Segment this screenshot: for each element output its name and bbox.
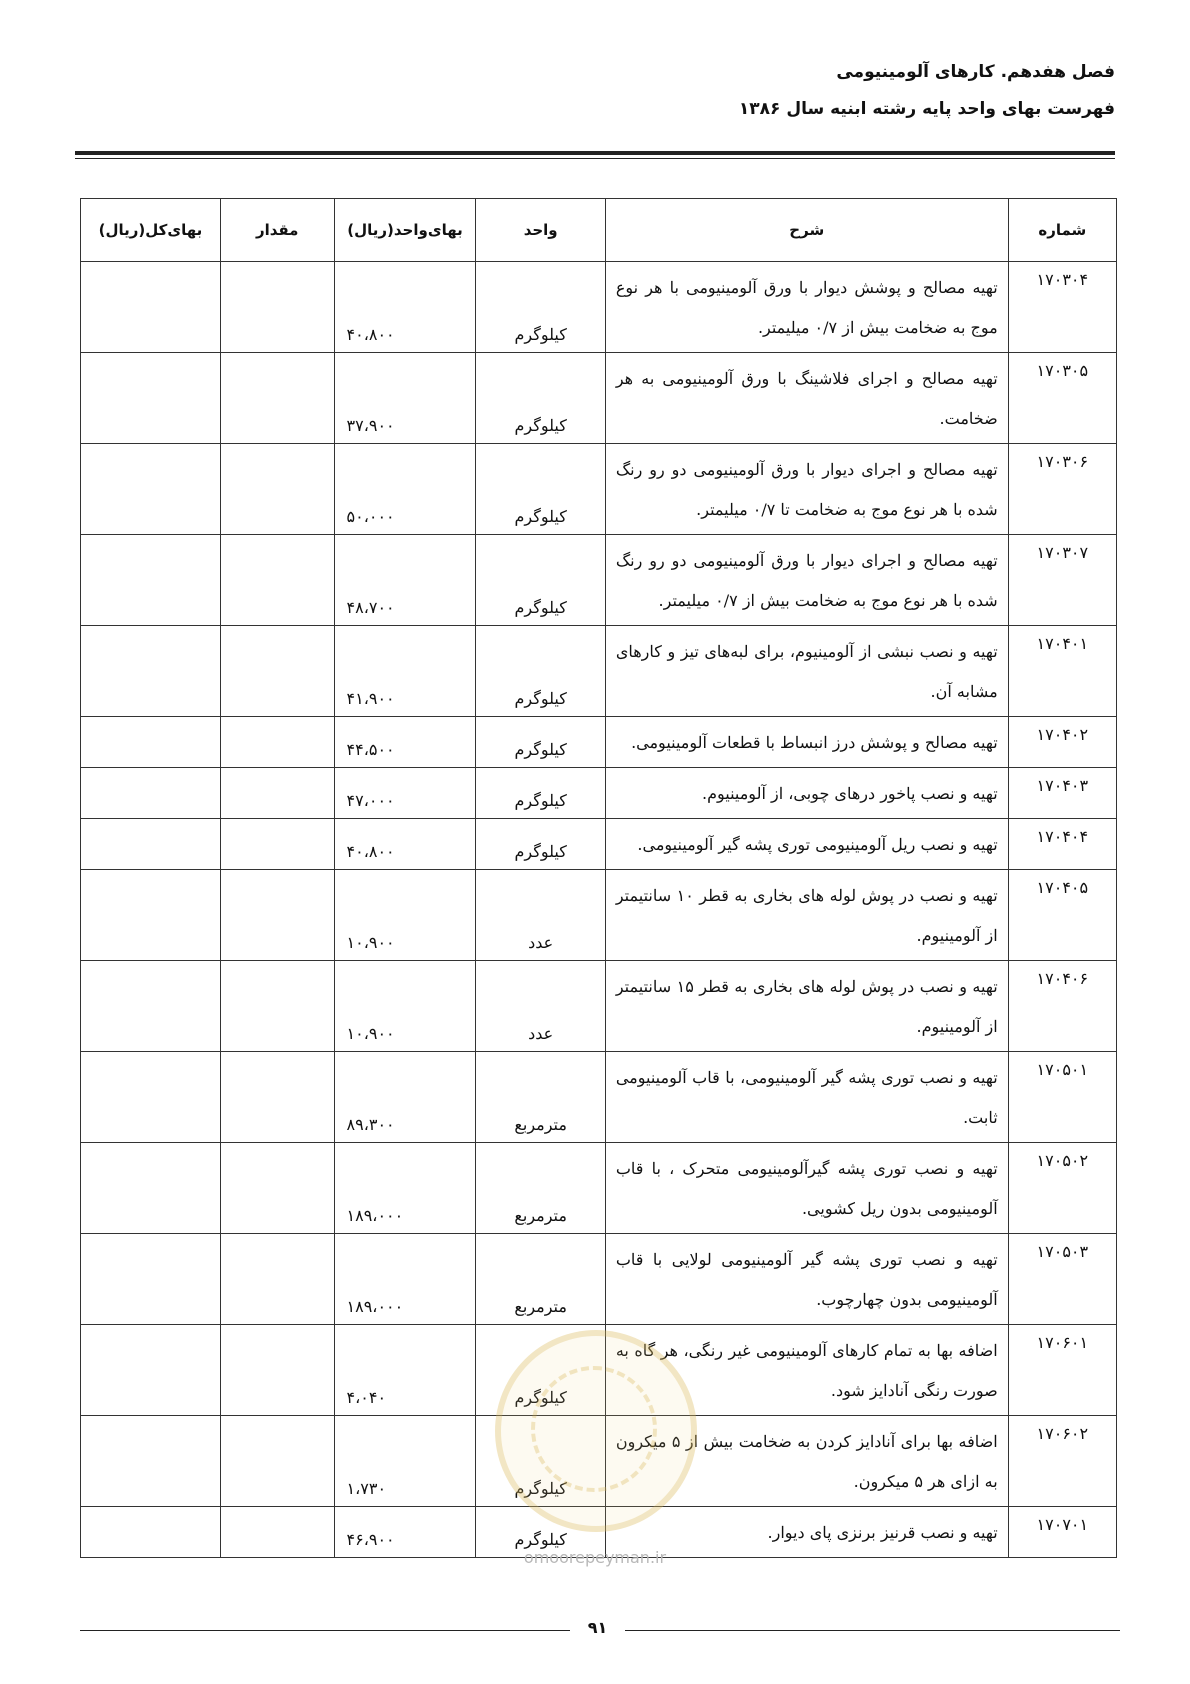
item-unit: کیلوگرم — [476, 626, 605, 717]
item-description: اضافه بها به تمام کارهای آلومینیومی غیر رنگی، هر گاه به صورت رنگی آنادایز شود. — [605, 1325, 1008, 1416]
item-unit: کیلوگرم — [476, 1325, 605, 1416]
table-row — [81, 768, 1117, 819]
item-quantity — [220, 535, 334, 626]
item-unit-price: ۴۰،۸۰۰ — [334, 819, 476, 870]
footer-rule-left — [80, 1630, 570, 1631]
item-total-price — [81, 961, 221, 1052]
item-quantity — [220, 819, 334, 870]
item-unit: عدد — [476, 870, 605, 961]
table-row — [81, 626, 1117, 717]
item-code: ۱۷۰۵۰۱ — [1008, 1052, 1116, 1143]
item-unit: عدد — [476, 961, 605, 1052]
table-row — [81, 535, 1117, 626]
item-unit-price: ۱۰،۹۰۰ — [334, 961, 476, 1052]
item-quantity — [220, 961, 334, 1052]
item-code: ۱۷۰۳۰۶ — [1008, 444, 1116, 535]
table-row — [81, 717, 1117, 768]
header-rule-thin — [75, 158, 1115, 159]
item-unit-price: ۴۱،۹۰۰ — [334, 626, 476, 717]
item-unit: کیلوگرم — [476, 535, 605, 626]
item-total-price — [81, 1143, 221, 1234]
item-unit-price: ۴۶،۹۰۰ — [334, 1507, 476, 1558]
item-description: تهیه مصالح و پوشش دیوار با ورق آلومینیومی با هر نوع موج به ضخامت بیش از ۰/۷ میلیمتر. — [605, 262, 1008, 353]
item-unit: کیلوگرم — [476, 262, 605, 353]
item-description: تهیه و نصب توری پشه گیر آلومینیومی، با قاب آلومینیومی ثابت. — [605, 1052, 1008, 1143]
item-code: ۱۷۰۵۰۳ — [1008, 1234, 1116, 1325]
item-unit: کیلوگرم — [476, 353, 605, 444]
item-total-price — [81, 717, 221, 768]
item-description: تهیه و نصب پاخور درهای چوبی، از آلومینیوم. — [605, 768, 1008, 819]
table-row — [81, 444, 1117, 535]
item-unit: کیلوگرم — [476, 1416, 605, 1507]
table-row — [81, 870, 1117, 961]
item-description: تهیه و نصب ریل آلومینیومی توری پشه گیر آلومینیومی. — [605, 819, 1008, 870]
item-description: تهیه و نصب توری پشه گیر آلومینیومی لولایی با قاب آلومینیومی بدون چهارچوب. — [605, 1234, 1008, 1325]
item-quantity — [220, 353, 334, 444]
item-quantity — [220, 717, 334, 768]
header-rule-thick — [75, 151, 1115, 155]
item-description: تهیه مصالح و پوشش درز انبساط با قطعات آلومینیومی. — [605, 717, 1008, 768]
column-header-unit-price: بهای‌واحد(ریال) — [334, 199, 476, 262]
item-code: ۱۷۰۷۰۱ — [1008, 1507, 1116, 1558]
item-total-price — [81, 870, 221, 961]
item-unit-price: ۸۹،۳۰۰ — [334, 1052, 476, 1143]
item-unit-price: ۴،۰۴۰ — [334, 1325, 476, 1416]
item-unit: مترمربع — [476, 1052, 605, 1143]
item-unit: کیلوگرم — [476, 717, 605, 768]
item-description: تهیه مصالح و اجرای دیوار با ورق آلومینیومی دو رو رنگ شده با هر نوع موج به ضخامت تا ۰/۷ میلیمتر. — [605, 444, 1008, 535]
item-unit-price: ۵۰،۰۰۰ — [334, 444, 476, 535]
table-body — [81, 262, 1117, 1558]
table-row — [81, 1143, 1117, 1234]
item-unit-price: ۱،۷۳۰ — [334, 1416, 476, 1507]
item-quantity — [220, 1416, 334, 1507]
item-unit-price: ۱۸۹،۰۰۰ — [334, 1143, 476, 1234]
item-unit: کیلوگرم — [476, 444, 605, 535]
item-description: تهیه و نصب نبشی از آلومینیوم، برای لبه‌های تیز و کارهای مشابه آن. — [605, 626, 1008, 717]
item-code: ۱۷۰۵۰۲ — [1008, 1143, 1116, 1234]
item-quantity — [220, 1325, 334, 1416]
item-code: ۱۷۰۴۰۴ — [1008, 819, 1116, 870]
item-unit: کیلوگرم — [476, 1507, 605, 1558]
item-quantity — [220, 1052, 334, 1143]
item-quantity — [220, 444, 334, 535]
item-code: ۱۷۰۴۰۱ — [1008, 626, 1116, 717]
table-row — [81, 961, 1117, 1052]
item-description: تهیه و نصب در پوش لوله های بخاری به قطر ۱۰ سانتیمتر از آلومینیوم. — [605, 870, 1008, 961]
item-quantity — [220, 262, 334, 353]
item-unit-price: ۳۷،۹۰۰ — [334, 353, 476, 444]
item-total-price — [81, 353, 221, 444]
table-row — [81, 1325, 1117, 1416]
price-list-table — [80, 198, 1117, 1558]
item-quantity — [220, 1143, 334, 1234]
item-unit-price: ۴۸،۷۰۰ — [334, 535, 476, 626]
column-header-quantity: مقدار — [220, 199, 334, 262]
page-header — [739, 62, 1115, 119]
column-header-total-price: بهای‌کل(ریال) — [81, 199, 221, 262]
item-description: اضافه بها برای آنادایز کردن به ضخامت بیش از ۵ میکرون به ازای هر ۵ میکرون. — [605, 1416, 1008, 1507]
page-number: ۹۱ — [587, 1618, 608, 1637]
column-header-code: شماره — [1008, 199, 1116, 262]
column-header-unit: واحد — [476, 199, 605, 262]
table-row — [81, 1416, 1117, 1507]
item-total-price — [81, 444, 221, 535]
item-total-price — [81, 262, 221, 353]
item-description: تهیه مصالح و اجرای فلاشینگ با ورق آلومینیومی به هر ضخامت. — [605, 353, 1008, 444]
item-total-price — [81, 768, 221, 819]
item-quantity — [220, 768, 334, 819]
item-unit-price: ۱۰،۹۰۰ — [334, 870, 476, 961]
item-code: ۱۷۰۶۰۱ — [1008, 1325, 1116, 1416]
table-row — [81, 1234, 1117, 1325]
item-unit: مترمربع — [476, 1143, 605, 1234]
item-code: ۱۷۰۳۰۴ — [1008, 262, 1116, 353]
item-code: ۱۷۰۴۰۶ — [1008, 961, 1116, 1052]
item-total-price — [81, 819, 221, 870]
item-code: ۱۷۰۴۰۳ — [1008, 768, 1116, 819]
item-total-price — [81, 1052, 221, 1143]
item-unit: کیلوگرم — [476, 819, 605, 870]
table-header-row — [81, 199, 1117, 262]
item-code: ۱۷۰۴۰۲ — [1008, 717, 1116, 768]
item-description: تهیه و نصب قرنیز برنزی پای دیوار. — [605, 1507, 1008, 1558]
item-quantity — [220, 870, 334, 961]
document-subtitle: فهرست بهای واحد پایه رشته ابنیه سال ۱۳۸۶ — [738, 99, 1115, 119]
watermark-url: omoorepeyman.ir — [523, 1548, 667, 1567]
item-unit: مترمربع — [476, 1234, 605, 1325]
chapter-title: فصل هفدهم. کارهای آلومینیومی — [836, 62, 1115, 82]
item-description: تهیه و نصب در پوش لوله های بخاری به قطر ۱۵ سانتیمتر از آلومینیوم. — [605, 961, 1008, 1052]
item-quantity — [220, 1234, 334, 1325]
item-unit: کیلوگرم — [476, 768, 605, 819]
item-code: ۱۷۰۳۰۵ — [1008, 353, 1116, 444]
item-description: تهیه مصالح و اجرای دیوار با ورق آلومینیومی دو رو رنگ شده با هر نوع موج به ضخامت بیش از ۰/۷ میلیمتر. — [605, 535, 1008, 626]
table-row — [81, 819, 1117, 870]
footer-rule-right — [625, 1630, 1120, 1631]
item-unit-price: ۴۷،۰۰۰ — [334, 768, 476, 819]
item-quantity — [220, 626, 334, 717]
table-row — [81, 1052, 1117, 1143]
item-code: ۱۷۰۴۰۵ — [1008, 870, 1116, 961]
item-code: ۱۷۰۳۰۷ — [1008, 535, 1116, 626]
item-total-price — [81, 626, 221, 717]
item-total-price — [81, 1416, 221, 1507]
table-row — [81, 353, 1117, 444]
item-unit-price: ۱۸۹،۰۰۰ — [334, 1234, 476, 1325]
item-description: تهیه و نصب توری پشه گیرآلومینیومی متحرک ، با قاب آلومینیومی بدون ریل کشویی. — [605, 1143, 1008, 1234]
item-code: ۱۷۰۶۰۲ — [1008, 1416, 1116, 1507]
item-unit-price: ۴۴،۵۰۰ — [334, 717, 476, 768]
table-row — [81, 262, 1117, 353]
item-total-price — [81, 1325, 221, 1416]
item-total-price — [81, 535, 221, 626]
column-header-description: شرح — [605, 199, 1008, 262]
item-unit-price: ۴۰،۸۰۰ — [334, 262, 476, 353]
item-total-price — [81, 1234, 221, 1325]
